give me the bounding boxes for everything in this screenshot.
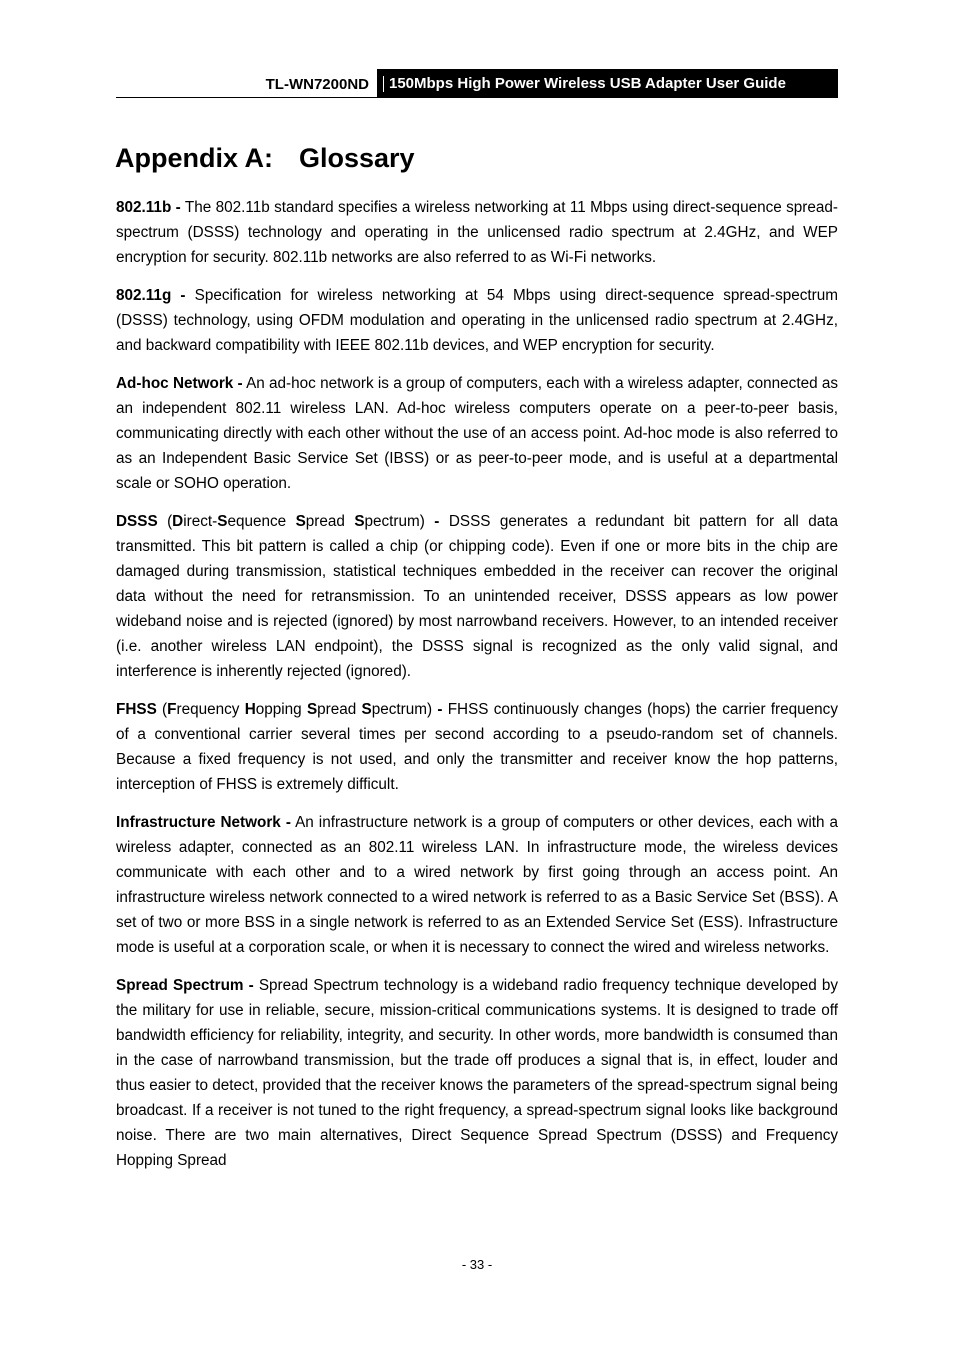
- entry-term: Ad-hoc Network -: [116, 375, 243, 392]
- expansion-rest: pread: [317, 701, 362, 718]
- entry-dash: -: [434, 513, 440, 530]
- entry-body: An ad-hoc network is a group of computers, each with a wireless adapter, connected as an independent 802.11 wireless LAN. Ad-hoc wireless computers operate on a peer-to-peer basis, communicating directly with each other without the use of an access point. Ad-hoc mode is also referred to as an Independent Basic Service Set (IBSS) or as peer-to-peer mode, and is useful at a departmental scale or SOHO operation.: [116, 375, 838, 492]
- entry-term: DSSS: [116, 513, 158, 530]
- entry-term: FHSS: [116, 701, 157, 718]
- entry-term: 802.11g -: [116, 287, 186, 304]
- glossary-entry-fhss: FHSS (Frequency Hopping Spread Spectrum) - FHSS continuously changes (hops) the carrier frequency of a conventional carrier several times per second according to a pseudo-random set of channels. Because a fixed frequency is not used, and only the transmitter and receiver know the hop patterns, interception of FHSS is extremely difficult.: [116, 701, 838, 793]
- entry-body: Specification for wireless networking at 54 Mbps using direct-sequence spread-spectrum (DSSS) technology, using OFDM modulation and operating in the unlicensed radio spectrum at 2.4GHz, and backward compatibility with IEEE 802.11b devices, and WEP encryption for security.: [116, 287, 838, 354]
- glossary-entry-80211g: [116, 283, 838, 358]
- header-title: 150Mbps High Power Wireless USB Adapter User Guide: [374, 69, 838, 97]
- glossary-entry-80211b: [116, 195, 838, 270]
- entry-body: Spread Spectrum technology is a wideband radio frequency technique developed by the military for use in reliable, secure, mission-critical communications systems. It is designed to trade off bandwidth efficiency for reliability, integrity, and security. In other words, more bandwidth is consumed than in the case of narrowband transmission, but the trade off produces a signal that is, in effect, louder and thus easier to detect, provided that the receiver knows the parameters of the spread-spectrum signal being broadcast. If a receiver is not tuned to the right frequency, a spread-spectrum signal looks like background noise. There are two main alternatives, Direct Sequence Spread Spectrum (DSSS) and Frequency Hopping Spread: [116, 977, 838, 1169]
- entry-body: DSSS generates a redundant bit pattern for all data transmitted. This bit pattern is called a chip (or chipping code). Even if one or more bits in the chip are damaged during transmission, statistical techniques embedded in the receiver can recover the original data without the need for retransmission. To an unintended receiver, DSSS appears as low power wideband noise and is rejected (ignored) by most narrowband receivers. However, to an intended receiver (i.e. another wireless LAN endpoint), the DSSS signal is recognized as the only valid signal, and interference is inherently rejected (ignored).: [116, 513, 838, 680]
- header-model-text: TL-WN7200ND: [265, 76, 369, 93]
- expansion-rest: equence: [227, 513, 296, 530]
- page-footer: [0, 1256, 954, 1274]
- expansion-initial: S: [361, 701, 372, 718]
- glossary-entry-dsss: DSSS (Direct-Sequence Spread Spectrum) - DSSS generates a redundant bit pattern for all data transmitted. This bit pattern is called a chip (or chipping code). Even if one or more bits in the chip are damaged during transmission, statistical techniques embedded in the receiver can recover the original data without the need for retransmission. To an unintended receiver, DSSS appears as low power wideband noise and is rejected (ignored) by most narrowband receivers. However, to an intended receiver (i.e. another wireless LAN endpoint), the DSSS signal is recognized as the only valid signal, and interference is inherently rejected (ignored).: [116, 513, 838, 680]
- expansion-initial: F: [167, 701, 177, 718]
- entry-dash: -: [437, 701, 443, 718]
- glossary-entry-spread-spectrum: [116, 973, 838, 1173]
- expansion-rest: irect-: [183, 513, 218, 530]
- expansion-initial: D: [172, 513, 184, 530]
- expansion-rest: opping: [255, 701, 307, 718]
- page-number: - 33 -: [461, 1257, 493, 1272]
- expansion-initial: S: [217, 513, 228, 530]
- entry-term: 802.11b -: [116, 199, 181, 216]
- header-model: [116, 69, 375, 97]
- entry-term: Infrastructure Network -: [116, 814, 291, 831]
- expansion-initial: S: [295, 513, 306, 530]
- expansion-rest: pectrum: [364, 513, 420, 530]
- page-header: [116, 69, 838, 98]
- expansion-initial: H: [244, 701, 256, 718]
- expansion-initial: S: [354, 513, 365, 530]
- entry-body: FHSS continuously changes (hops) the carrier frequency of a conventional carrier several times per second according to a pseudo-random set of channels. Because a fixed frequency is not used, and only the transmitter and receiver know the hop patterns, interception of FHSS is extremely difficult.: [116, 701, 838, 793]
- expansion-initial: S: [306, 701, 318, 718]
- entry-body: The 802.11b standard specifies a wireless networking at 11 Mbps using direct-sequence spread-spectrum (DSSS) technology and operating in the unlicensed radio spectrum at 2.4GHz, and WEP encryption for security. 802.11b networks are also referred to as Wi-Fi networks.: [116, 199, 838, 266]
- page-title-label: Appendix A:: [115, 143, 273, 173]
- expansion-rest: pectrum: [371, 701, 427, 718]
- glossary-content: [116, 195, 838, 1186]
- entry-term: Spread Spectrum -: [116, 977, 254, 994]
- glossary-entry-adhoc: [116, 371, 838, 496]
- entry-body: An infrastructure network is a group of computers or other devices, each with a wireless adapter, connected as an 802.11 wireless LAN. In infrastructure mode, the wireless devices communicate with each other and to a wired network by first going through an access point. An infrastructure wireless network connected to a wired network is referred to as a Basic Service Set (BSS). A set of two or more BSS in a single network is referred to as an Extended Service Set (ESS). Infrastructure mode is useful at a corporation scale, or when it is necessary to connect the wired and wireless networks.: [116, 814, 839, 956]
- glossary-entry-infrastructure: [116, 810, 838, 960]
- page-title: [115, 140, 415, 176]
- page-title-text: Glossary: [299, 143, 415, 173]
- expansion-rest: requency: [176, 701, 245, 718]
- expansion-rest: pread: [305, 513, 355, 530]
